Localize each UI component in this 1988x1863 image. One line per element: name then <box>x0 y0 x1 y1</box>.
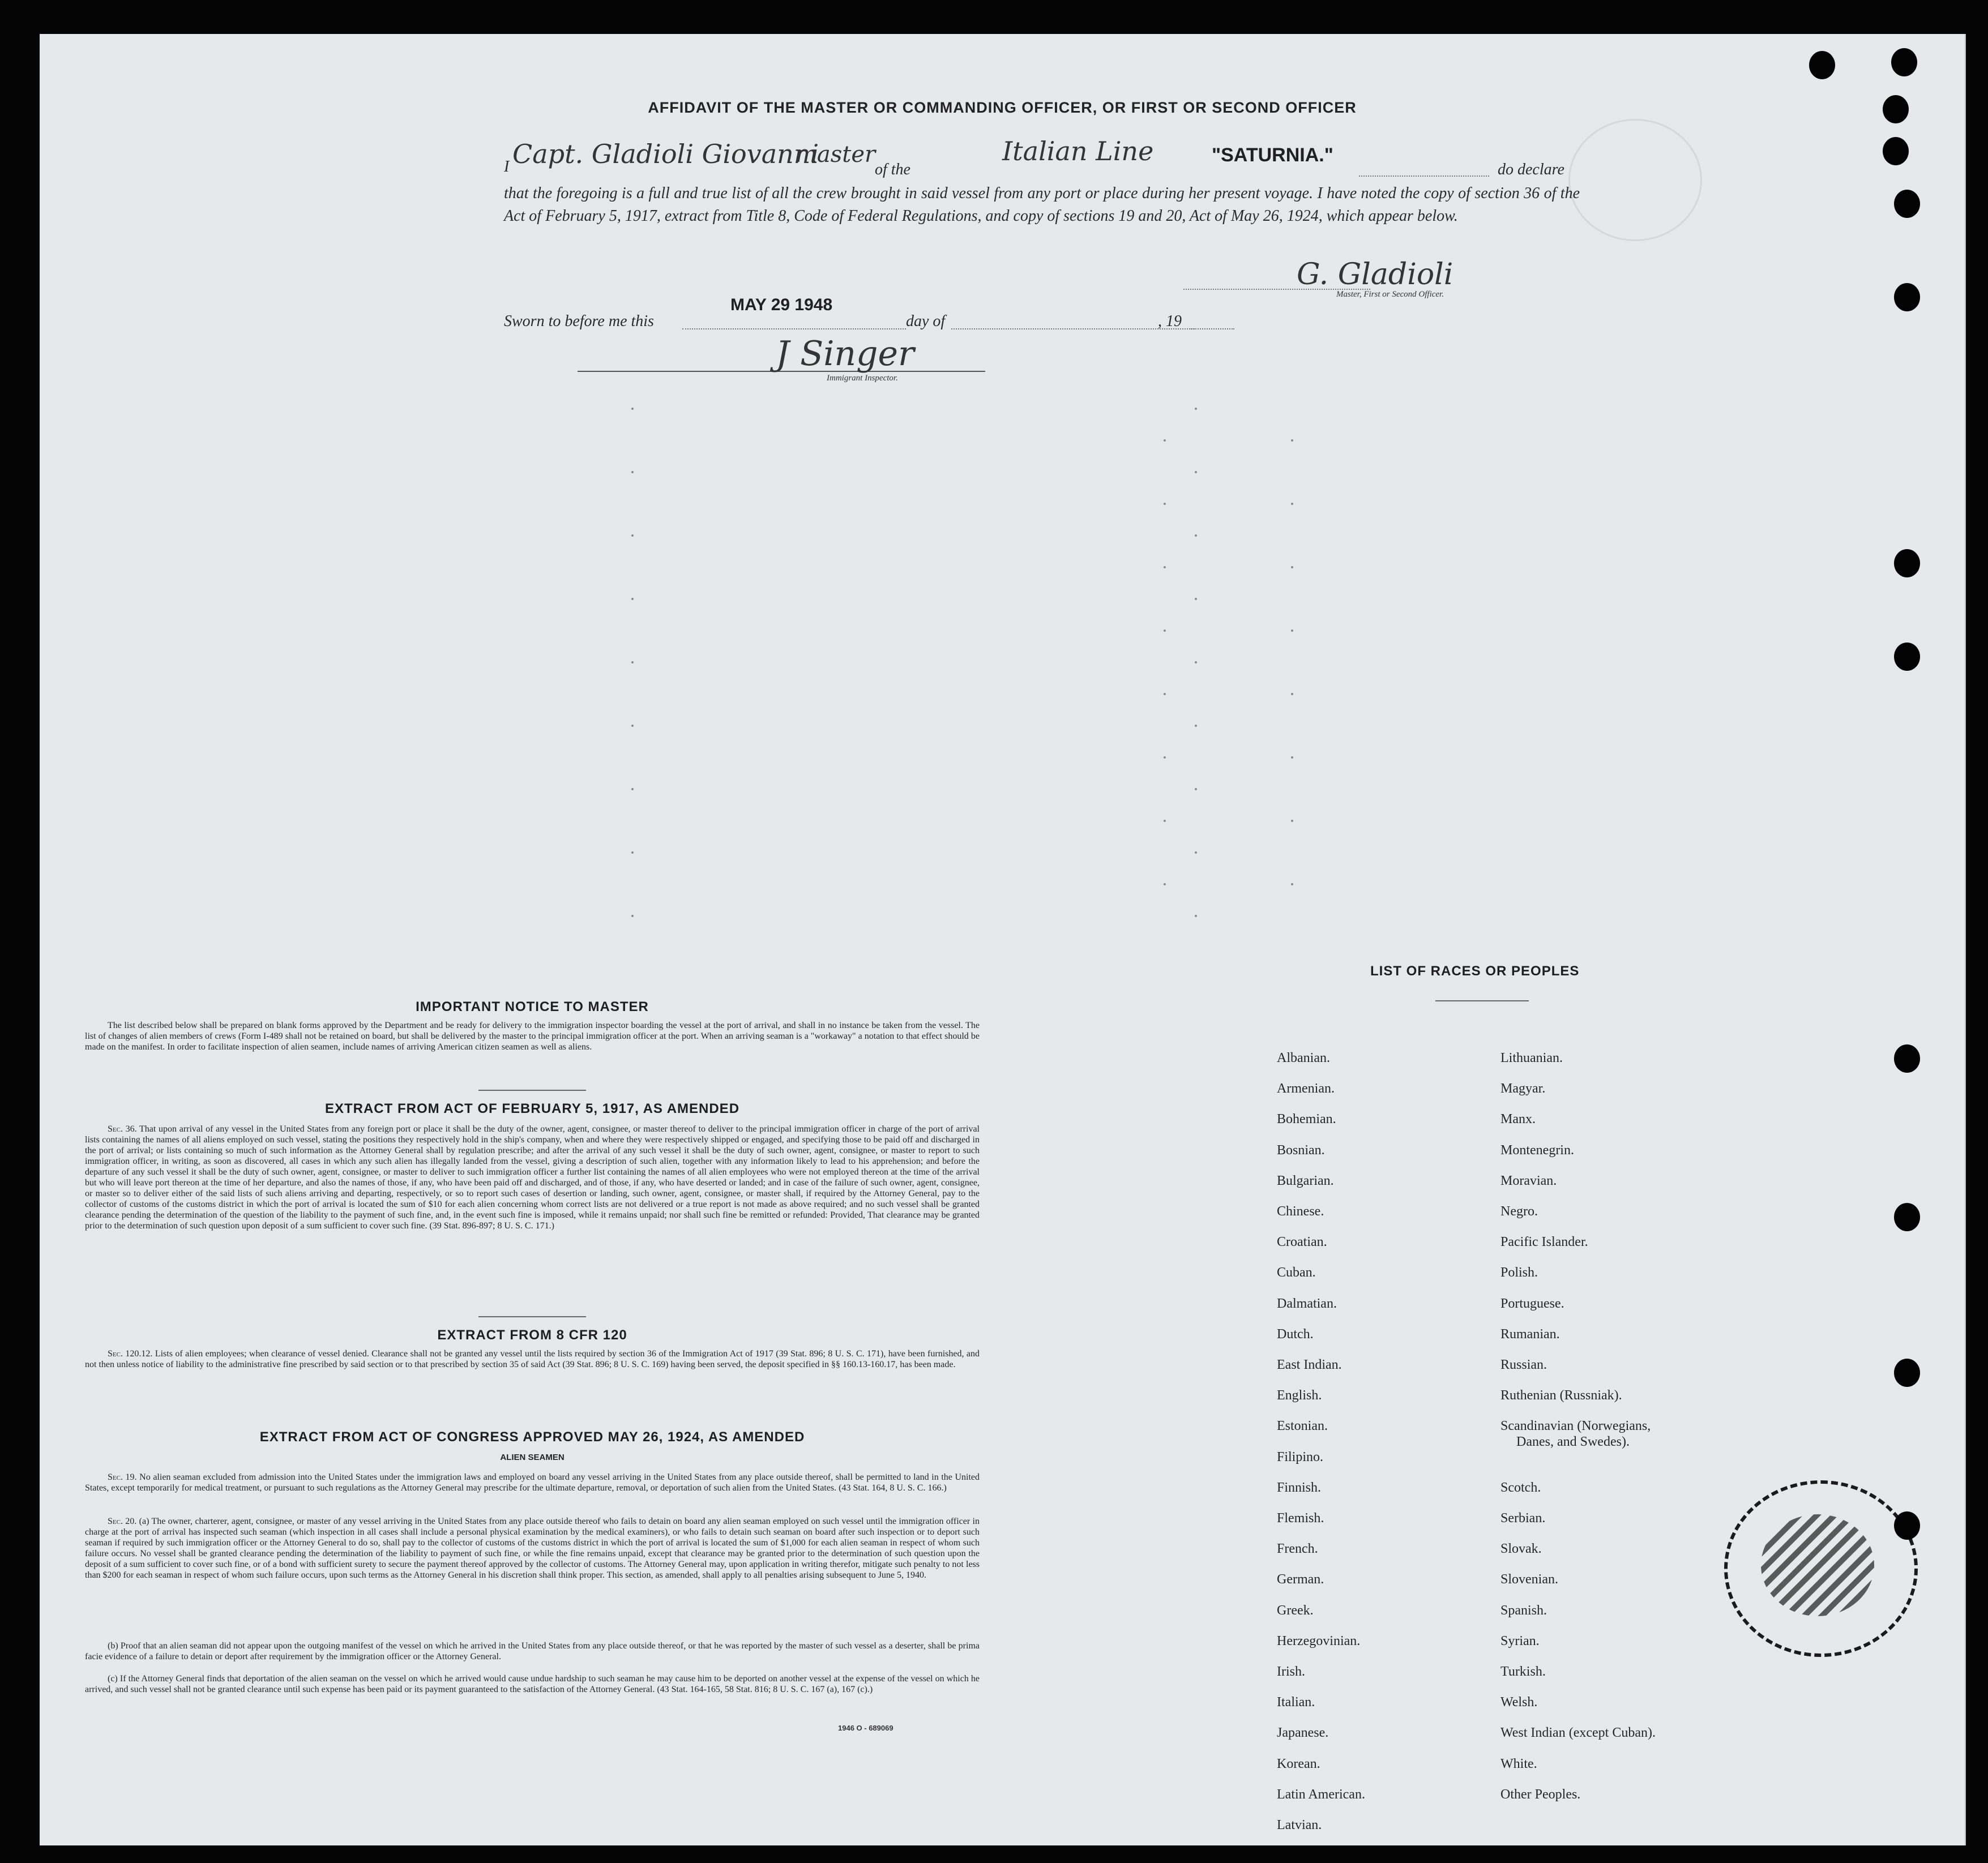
race-item: Welsh. <box>1500 1695 1538 1710</box>
faint-dot <box>631 788 634 790</box>
punch-hole <box>1883 137 1909 165</box>
faint-dot <box>1291 566 1293 568</box>
punch-hole <box>1891 48 1917 76</box>
race-item: Turkish. <box>1500 1664 1546 1679</box>
extract-cfr-body: Lists of alien employees; when clearance of vessel denied. Clearance shall not be granted any vessel until the lists required by section 36 of the Immigration Act of 1917 (39 Stat. 896; 8 U. S. C. 171), have been furnished, and not then unless notice of liability to the administrative fine prescribed by said section or to that prescribed by section 35 of said Act (39 Stat. 896; 8 U. S. C. 169) having been served, the deposit specified in §§ 160.13-160.17, has been made. <box>85 1349 980 1369</box>
race-item: French. <box>1277 1541 1318 1557</box>
race-item: Scotch. <box>1500 1480 1541 1495</box>
do-declare-text: do declare <box>1498 161 1564 178</box>
divider <box>1435 1000 1529 1001</box>
faint-dot <box>1164 629 1166 632</box>
race-item: Manx. <box>1500 1112 1536 1127</box>
faint-dot <box>1164 503 1166 505</box>
extract-1924-sec20b: (b) Proof that an alien seaman did not appear upon the outgoing manifest of the vessel on which he arrived in the United States from any place outside thereof, or that he was reported by the master of such vessel as a deserter, shall be prima facie evidence of a failure to detain or deport after requirement by the immigration officer or the Attorney General. <box>85 1641 980 1661</box>
faint-dot <box>1164 693 1166 695</box>
extract-1924-subtitle: ALIEN SEAMEN <box>500 1453 565 1462</box>
divider <box>478 1090 586 1091</box>
date-stamp: MAY 29 1948 <box>730 295 833 314</box>
faint-dot <box>1164 883 1166 885</box>
punch-hole <box>1894 549 1920 577</box>
race-item: Dalmatian. <box>1277 1296 1337 1311</box>
race-item: Moravian. <box>1500 1173 1557 1188</box>
faint-dot <box>1164 439 1166 442</box>
faint-dot <box>631 408 634 410</box>
race-item: Finnish. <box>1277 1480 1322 1495</box>
races-title: LIST OF RACES OR PEOPLES <box>1370 963 1580 979</box>
race-item: Herzegovinian. <box>1277 1633 1361 1648</box>
year-line <box>1189 328 1234 329</box>
master-signature: G. Gladioli <box>1297 258 1453 292</box>
race-item: Bosnian. <box>1277 1142 1325 1158</box>
inspector-signature: J Singer <box>776 334 914 374</box>
extract-1917-text <box>85 1124 980 1231</box>
faint-dot <box>1195 598 1197 600</box>
extract-cfr-text <box>85 1348 980 1370</box>
race-item: Estonian. <box>1277 1419 1328 1434</box>
faint-dot <box>631 851 634 854</box>
race-item: Serbian. <box>1500 1511 1546 1526</box>
race-item: Other Peoples. <box>1500 1787 1581 1802</box>
race-item: Latin American. <box>1277 1787 1365 1802</box>
vessel-name-stamp: "SATURNIA." <box>1212 144 1333 166</box>
extract-cfr-sec: Sec. 120.12. <box>108 1349 153 1359</box>
race-item: Flemish. <box>1277 1511 1324 1526</box>
race-item: Japanese. <box>1277 1725 1329 1741</box>
race-item: Albanian. <box>1277 1051 1330 1065</box>
faint-dot <box>631 915 634 917</box>
race-item: Bohemian. <box>1277 1112 1336 1127</box>
extract-1924-title: EXTRACT FROM ACT OF CONGRESS APPROVED MAY 26, 1924, AS AMENDED <box>259 1429 805 1445</box>
faint-dot <box>631 534 634 537</box>
punch-hole <box>1883 95 1909 123</box>
race-item: East Indian. <box>1277 1357 1342 1372</box>
extract-1917-body: That upon arrival of any vessel in the United States from any foreign port or place it shall be the duty of the owner, agent, consignee, or master thereof to deliver to the principal immigration officer in charge of the port of arrival lists containing the names of all aliens employed on such vessel, stating the positions they respectively hold in the ship's company, when and where they were respectively shipped or engaged, and specifying those to be paid off and discharged in the port of arrival; or lists containing so much of such information as the Attorney General shall by regulation prescribe; and after the arrival of any such vessel it shall be the duty of such owner, agent, consignee, or master to report to such immigration officer, in writing, as soon as discovered, all cases in which any such alien has illegally landed from the vessel, giving a description of such alien, together with any information likely to lead to his apprehension; and before the departure of any such vessel it shall be the duty of such owner, agent, consignee, or master to deliver to such immigration officer a further list containing the names of all alien employees who were not employed thereon at the time of the arrival but who will leave port thereon at the time of her departure, and also the names of those, if any, who have been paid off and discharged, and of those, if any, who have deserted or landed; and in case of the failure of such owner, agent, consignee, or master so to deliver either of the said lists of such aliens arriving and departing, respectively, or so to report such cases of desertion or landing, such owner, agent, consignee, or master shall, if required by the Attorney General, pay to the collector of customs of the customs district in which the port of arrival is located the sum of $10 for each alien concerning whom correct lists are not delivered or a true report is not made as above required; and no such vessel shall be granted clearance pending the determination of the question of the liability to the payment of such fine, and, in the event such fine is imposed, while it remains unpaid; nor shall such fine be remitted or refunded: Provided, That clearance may be granted prior to the determination of such question upon deposit of a sum sufficient to cover such fine. (39 Stat. 896-897; 8 U. S. C. 171.) <box>85 1124 980 1231</box>
handwritten-master-name: Capt. Gladioli Giovanni <box>512 139 819 169</box>
race-item: German. <box>1277 1572 1324 1587</box>
race-item: Korean. <box>1277 1756 1320 1771</box>
faint-dot <box>1195 661 1197 663</box>
race-item: Armenian. <box>1277 1081 1335 1097</box>
notice-title: IMPORTANT NOTICE TO MASTER <box>416 999 649 1014</box>
year-prefix: , 19 <box>1158 312 1182 330</box>
sec19-label: Sec. 19. <box>108 1472 137 1482</box>
race-item: Montenegrin. <box>1500 1142 1574 1158</box>
handwritten-line-name: Italian Line <box>1002 136 1154 166</box>
race-item: Russian. <box>1500 1357 1547 1372</box>
faint-dot <box>1291 503 1293 505</box>
print-code: 1946 O - 689069 <box>838 1724 893 1732</box>
punch-hole <box>1894 283 1920 311</box>
faint-dot <box>1291 439 1293 442</box>
faint-dot <box>631 471 634 473</box>
punch-hole <box>1894 1044 1920 1073</box>
race-item: Spanish. <box>1500 1603 1547 1618</box>
extract-1917-sec: Sec. 36. <box>108 1124 137 1134</box>
extract-1924-sec19 <box>85 1472 980 1493</box>
dotted-fill-line <box>1359 175 1489 177</box>
extract-1917-title: EXTRACT FROM ACT OF FEBRUARY 5, 1917, AS AMENDED <box>324 1101 740 1116</box>
stamp-inner <box>1761 1514 1874 1616</box>
race-item: Italian. <box>1277 1695 1315 1710</box>
sworn-day-line <box>682 328 906 329</box>
extract-1924-sec20c: (c) If the Attorney General finds that deportation of the alien seaman on the vessel on which he arrived would cause undue hardship to such seaman he may cause him to be deported on another vessel at the expense of the vessel on which he arrived, and such vessel shall not be granted clearance until such expense has been paid or its payment guaranteed to the satisfaction of the Attorney General. (43 Stat. 164-165, 58 Stat. 816; 8 U. S. C. 167 (a), 167 (c).) <box>85 1674 980 1694</box>
race-item: Slovenian. <box>1500 1572 1558 1587</box>
race-item: Magyar. <box>1500 1081 1546 1097</box>
faint-dot <box>1291 883 1293 885</box>
faint-dot <box>1195 534 1197 537</box>
race-item: Scandinavian (Norwegians, Danes, and Swedes). <box>1500 1419 1651 1450</box>
race-item: Syrian. <box>1500 1633 1540 1648</box>
embossed-seal <box>1568 119 1702 241</box>
faint-dot <box>1195 408 1197 410</box>
faint-dot <box>1195 725 1197 727</box>
race-item: Irish. <box>1277 1664 1305 1679</box>
notice-text: The list described below shall be prepared on blank forms approved by the Department and be ready for delivery to the immigration inspector boarding the vessel at the port of arrival, and shall in no instance be taken from the vessel. The list of changes of alien members of crews (Form I-489 shall not be retained on board, but shall be delivered by the master to the principal immigration officer at the port. When an arriving seaman is a "workaway" a notation to that effect should be made on the manifest. In order to facilitate inspection of alien seamen, include names of arriving American citizen seamen as well as aliens. <box>85 1021 980 1052</box>
punch-hole <box>1894 643 1920 671</box>
day-of-text: day of <box>906 312 946 330</box>
race-item: Cuban. <box>1277 1265 1316 1280</box>
document-page <box>40 34 1966 1845</box>
printed-of-the: of the <box>875 161 910 178</box>
inspector-label: Immigrant Inspector. <box>827 374 898 383</box>
race-item: Ruthenian (Russniak). <box>1500 1388 1622 1403</box>
punch-hole <box>1809 51 1835 79</box>
faint-dot <box>631 725 634 727</box>
extract-1924-sec20a <box>85 1516 980 1581</box>
race-item: Greek. <box>1277 1603 1314 1618</box>
sworn-text: Sworn to before me this <box>504 312 654 330</box>
race-item: West Indian (except Cuban). <box>1500 1725 1656 1741</box>
faint-dot <box>631 598 634 600</box>
declaration-text: that the foregoing is a full and true list of all the crew brought in said vessel from any port or place during her present voyage. I have noted the copy of section 36 of the Act of February 5, 1917, extract from Title 8, Code of Federal Regulations, and copy of sections 19 and 20, Act of May 26, 1924, which appear below. <box>504 185 1580 225</box>
race-item: Croatian. <box>1277 1235 1327 1250</box>
race-item: Bulgarian. <box>1277 1173 1334 1188</box>
race-item: Polish. <box>1500 1265 1538 1280</box>
race-item: White. <box>1500 1756 1537 1771</box>
faint-dot <box>1291 629 1293 632</box>
faint-dot <box>1195 851 1197 854</box>
race-item: Dutch. <box>1277 1326 1314 1342</box>
race-item: Chinese. <box>1277 1204 1324 1219</box>
race-item: Pacific Islander. <box>1500 1235 1588 1250</box>
sec20-label: Sec. 20. <box>108 1517 137 1526</box>
race-item: Rumanian. <box>1500 1326 1560 1342</box>
race-item: Latvian. <box>1277 1818 1322 1832</box>
race-item: Filipino. <box>1277 1449 1324 1464</box>
faint-dot <box>1164 756 1166 759</box>
sec20a-body: (a) The owner, charterer, agent, consignee, or master of any vessel arriving in the United States from any place outside thereof who fails to detain on board any alien seaman employed on such vessel until the immigration officer in charge at the port of arrival has inspected such seaman (which inspection in all cases shall include a personal physical examination by the medical examiners), or who fails to detain such seaman on board after such inspection or to deport such seaman if required by such immigration officer or the Attorney General to do so, shall pay to the collector of customs of the customs district in which the port of arrival is located the sum of $1,000 for each alien seaman in respect of whom such failure occurs. No vessel shall be granted clearance pending the determination of the liability to payment of such fine, or while the fine remains unpaid, except that clearance may be granted prior to the determination of such question upon the deposit of a sum sufficient to cover such fine, or of a bond with sufficient surety to secure the payment thereof approved by the collector of customs. The Attorney General may, upon application in writing therefor, mitigate such penalty to not less than $200 for each seaman in respect of whom such failure occurs, upon such terms as the Attorney General in his discretion shall think proper. This section, as amended, shall apply to all penalties arising subsequent to June 5, 1940. <box>85 1517 980 1580</box>
handwritten-master-suffix: master <box>796 142 876 168</box>
divider <box>478 1316 586 1317</box>
faint-dot <box>1291 820 1293 822</box>
affidavit-title: AFFIDAVIT OF THE MASTER OR COMMANDING OFFICER, OR FIRST OR SECOND OFFICER <box>648 99 1357 116</box>
master-label: Master, First or Second Officer. <box>1336 290 1444 299</box>
punch-hole <box>1894 1203 1920 1231</box>
faint-dot <box>1195 788 1197 790</box>
race-item-continuation: Danes, and Swedes). <box>1516 1434 1630 1450</box>
sec19-body: No alien seaman excluded from admission into the United States under the immigration laws and employed on board any vessel arriving in the United States from any place outside thereof, shall be permitted to land in the United States, except temporarily for medical treatment, or pursuant to such regulations as the Attorney General may prescribe for the ultimate departure, removal, or deportation of such alien from the United States. (43 Stat. 164, 8 U. S. C. 166.) <box>85 1472 980 1493</box>
extract-cfr-title: EXTRACT FROM 8 CFR 120 <box>437 1327 627 1343</box>
printed-i: I <box>504 158 510 175</box>
race-item: Lithuanian. <box>1500 1051 1563 1065</box>
race-item: English. <box>1277 1388 1322 1403</box>
race-item: Slovak. <box>1500 1541 1542 1557</box>
punch-hole <box>1894 1359 1920 1387</box>
faint-dot <box>1291 756 1293 759</box>
faint-dot <box>1195 915 1197 917</box>
faint-dot <box>631 661 634 663</box>
punch-hole <box>1894 1511 1920 1540</box>
race-item: Portuguese. <box>1500 1296 1564 1311</box>
faint-dot <box>1164 566 1166 568</box>
race-item: Negro. <box>1500 1204 1538 1219</box>
faint-dot <box>1291 693 1293 695</box>
faint-dot <box>1195 471 1197 473</box>
punch-hole <box>1894 190 1920 218</box>
faint-dot <box>1164 820 1166 822</box>
